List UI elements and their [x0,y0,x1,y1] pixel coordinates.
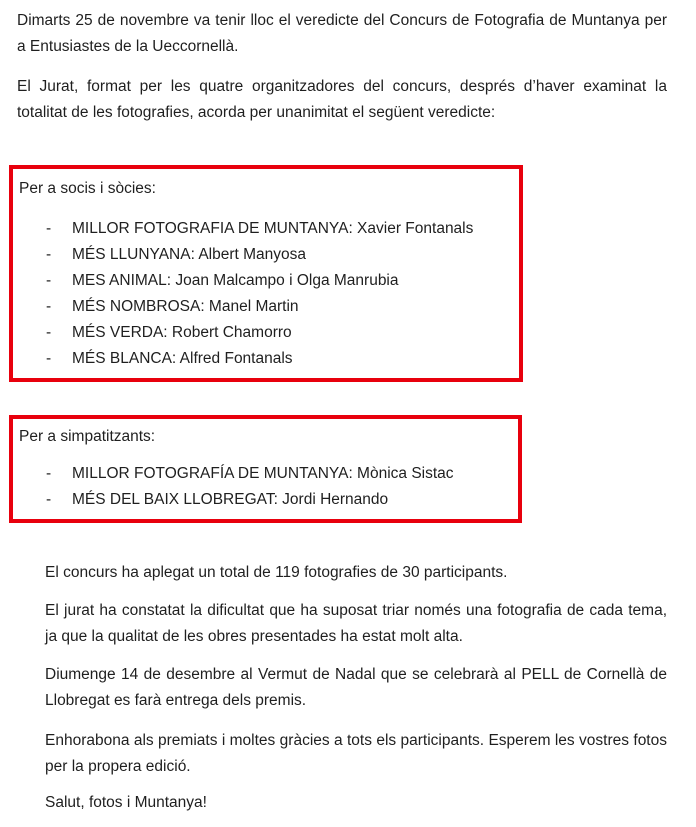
closing-paragraph-3: Diumenge 14 de desembre al Vermut de Nadal que se celebrarà al PELL de Cornellà de Llobregat es farà entrega dels premis. [45,666,667,709]
supporters-awards-box [9,415,522,523]
award-entry: MILLOR FOTOGRAFIA DE MUNTANYA: Xavier Fontanals [72,220,474,237]
list-dash: - [46,465,52,482]
list-dash: - [46,272,52,289]
list-dash: - [46,220,52,237]
award-entry: MILLOR FOTOGRAFÍA DE MUNTANYA: Mònica Sistac [72,465,454,482]
list-dash: - [46,246,52,263]
intro-paragraph-1: Dimarts 25 de novembre va tenir lloc el veredicte del Concurs de Fotografia de Muntanya per a Entusiastes de la Ueccornellà. [17,12,667,55]
closing-paragraph-5: Salut, fotos i Muntanya! [45,794,207,811]
supporters-section-title: Per a simpatitzants: [19,428,156,445]
closing-paragraph-2: El jurat ha constatat la dificultat que ha suposat triar només una fotografia de cada tema, ja que la qualitat de les obres presentades ha estat molt alta. [45,602,667,645]
award-entry: MÉS BLANCA: Alfred Fontanals [72,350,293,367]
award-entry: MÉS VERDA: Robert Chamorro [72,324,292,341]
list-dash: - [46,324,52,341]
award-entry: MES ANIMAL: Joan Malcampo i Olga Manrubia [72,272,399,289]
intro-paragraph-2: El Jurat, format per les quatre organitzadores del concurs, després d’haver examinat la totalitat de les fotografies, acorda per unanimitat el següent veredicte: [17,78,667,121]
list-dash: - [46,350,52,367]
award-entry: MÉS DEL BAIX LLOBREGAT: Jordi Hernando [72,491,389,508]
award-entry: MÉS LLUNYANA: Albert Manyosa [72,246,307,263]
members-awards-box [9,165,523,382]
closing-paragraph-4: Enhorabona als premiats i moltes gràcies a tots els participants. Esperem les vostres fotos per la propera edició. [45,732,667,775]
list-dash: - [46,298,52,315]
award-entry: MÉS NOMBROSA: Manel Martin [72,298,299,315]
closing-paragraph-1: El concurs ha aplegat un total de 119 fotografies de 30 participants. [45,564,508,581]
list-dash: - [46,491,52,508]
members-section-title: Per a socis i sòcies: [19,180,156,197]
